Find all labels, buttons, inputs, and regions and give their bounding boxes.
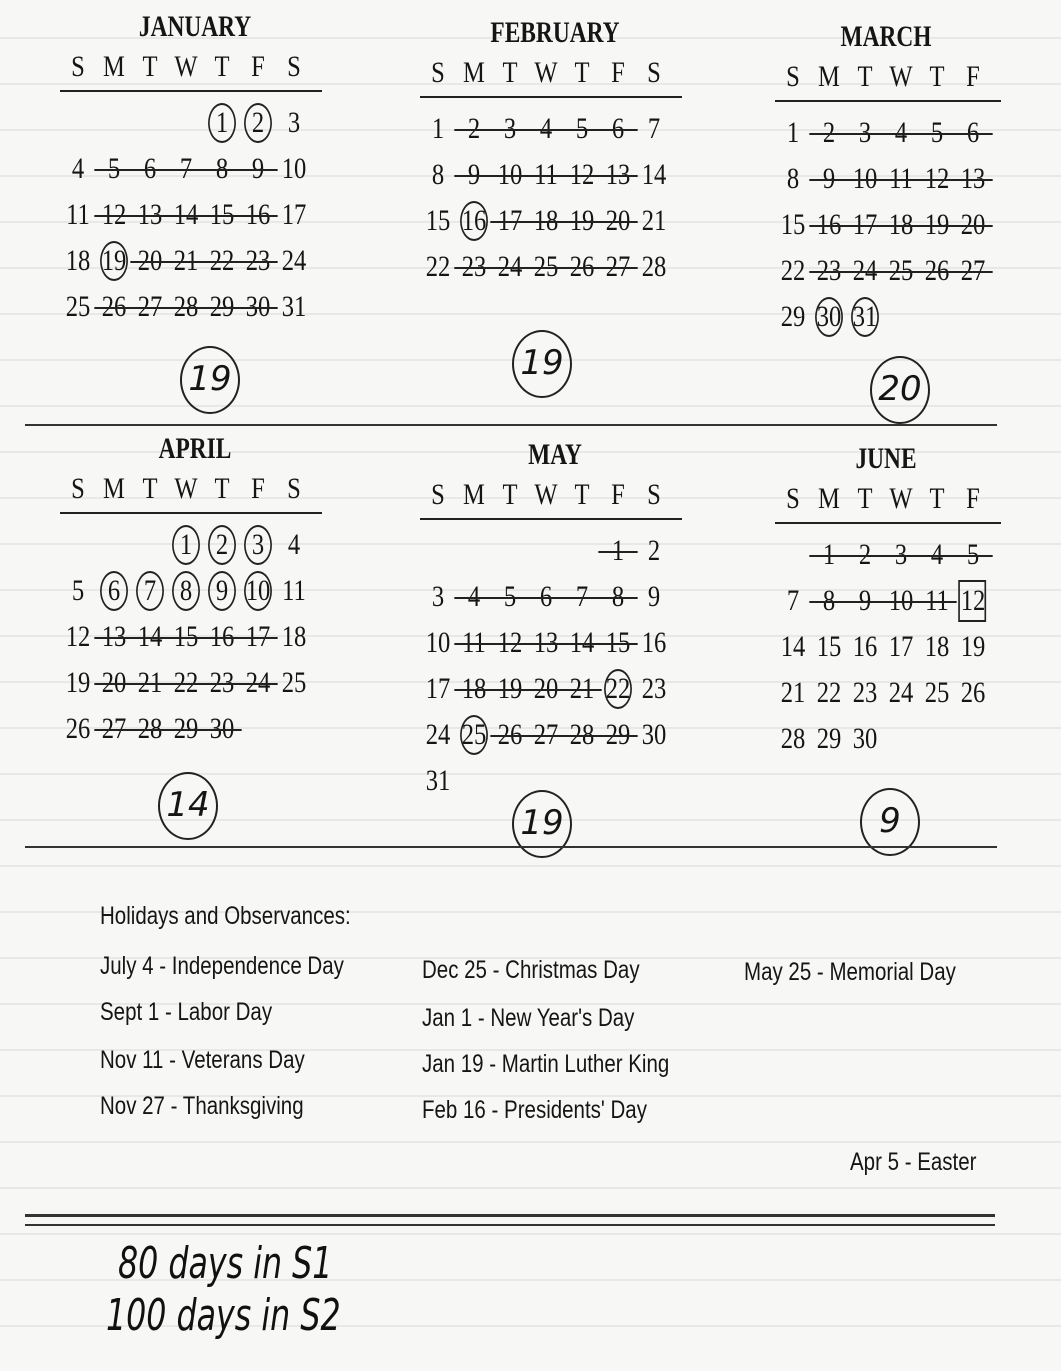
month-june xyxy=(775,440,997,762)
day-cell: 18 xyxy=(65,244,91,277)
week-row xyxy=(420,244,690,290)
day-cell: 6 xyxy=(99,576,129,606)
day-cell: 18 xyxy=(281,620,307,653)
holiday-item: Sept 1 - Labor Day xyxy=(100,998,273,1026)
day-cell: 2 xyxy=(207,530,237,560)
day-cell: 5 xyxy=(958,540,988,570)
week-row xyxy=(775,578,997,624)
note-s1-days: 80 days in S1 xyxy=(118,1238,333,1289)
month-title: APRIL xyxy=(158,432,232,465)
day-cell: 26 xyxy=(960,676,986,709)
weekday-label: T xyxy=(214,50,230,83)
day-cell: 29 xyxy=(816,722,842,755)
week-row xyxy=(775,624,997,670)
weekday-label: W xyxy=(889,482,913,515)
weekday-label: T xyxy=(574,56,590,89)
day-cell: 3 xyxy=(850,118,880,148)
day-cell: 11 xyxy=(66,198,90,231)
day-cell: 11 xyxy=(531,160,561,190)
weekday-label: T xyxy=(214,472,230,505)
week-row xyxy=(60,238,330,284)
day-cell: 5 xyxy=(71,574,85,607)
weekday-label: T xyxy=(502,478,518,511)
day-cell: 8 xyxy=(814,586,844,616)
weekday-header xyxy=(60,46,330,88)
day-cell: 4 xyxy=(922,540,952,570)
day-cell: 4 xyxy=(886,118,916,148)
day-cell: 31 xyxy=(281,290,307,323)
day-cell: 23 xyxy=(207,668,237,698)
day-cell: 18 xyxy=(886,210,916,240)
day-cell: 9 xyxy=(207,576,237,606)
day-cell: 2 xyxy=(243,108,273,138)
day-cell: 3 xyxy=(287,106,301,139)
day-cell: 31 xyxy=(850,302,880,332)
day-cell: 16 xyxy=(852,630,878,663)
month-total-june: 9 xyxy=(860,788,920,856)
month-total-april: 14 xyxy=(158,772,218,840)
day-cell: 24 xyxy=(281,244,307,277)
day-cell: 6 xyxy=(603,114,633,144)
week-row xyxy=(420,574,690,620)
day-cell: 11 xyxy=(282,574,306,607)
day-cell: 18 xyxy=(924,630,950,663)
day-cell: 17 xyxy=(888,630,914,663)
day-cell: 7 xyxy=(567,582,597,612)
weekday-label: S xyxy=(287,472,301,505)
weekday-label: M xyxy=(818,482,840,515)
weekday-label: W xyxy=(534,56,558,89)
day-cell: 4 xyxy=(531,114,561,144)
week-row xyxy=(420,106,690,152)
day-cell: 23 xyxy=(243,246,273,276)
holiday-item: July 4 - Independence Day xyxy=(100,952,344,980)
weekday-label: T xyxy=(857,60,873,93)
day-cell: 29 xyxy=(780,300,806,333)
day-cell: 28 xyxy=(567,720,597,750)
day-cell: 24 xyxy=(850,256,880,286)
day-cell: 8 xyxy=(603,582,633,612)
weekday-label: T xyxy=(142,472,158,505)
weekday-label: S xyxy=(431,56,445,89)
day-cell: 27 xyxy=(99,714,129,744)
day-cell: 9 xyxy=(459,160,489,190)
day-cell: 25 xyxy=(886,256,916,286)
week-row xyxy=(775,716,997,762)
weekday-label: S xyxy=(431,478,445,511)
day-cell: 3 xyxy=(243,530,273,560)
month-april xyxy=(60,430,330,752)
weekday-label: S xyxy=(786,482,800,515)
week-row xyxy=(60,192,330,238)
day-cell: 30 xyxy=(207,714,237,744)
holiday-item: Jan 1 - New Year's Day xyxy=(422,1004,635,1032)
day-cell: 3 xyxy=(886,540,916,570)
day-cell: 12 xyxy=(922,164,952,194)
week-row xyxy=(420,198,690,244)
month-total-may: 19 xyxy=(512,790,572,858)
weekday-label: S xyxy=(287,50,301,83)
day-cell: 1 xyxy=(207,108,237,138)
day-cell: 5 xyxy=(99,154,129,184)
day-cell: 14 xyxy=(171,200,201,230)
day-cell: 1 xyxy=(603,536,633,566)
week-row xyxy=(420,666,690,712)
day-cell: 25 xyxy=(459,720,489,750)
day-cell: 9 xyxy=(814,164,844,194)
day-cell: 10 xyxy=(243,576,273,606)
day-cell: 12 xyxy=(567,160,597,190)
day-cell: 24 xyxy=(425,718,451,751)
day-cell: 12 xyxy=(65,620,91,653)
day-cell: 18 xyxy=(531,206,561,236)
month-title: MARCH xyxy=(840,20,932,53)
day-cell: 11 xyxy=(886,164,916,194)
week-row xyxy=(775,202,997,248)
month-total-march: 20 xyxy=(870,356,930,424)
day-cell: 27 xyxy=(603,252,633,282)
day-cell: 15 xyxy=(425,204,451,237)
day-cell: 13 xyxy=(603,160,633,190)
day-cell: 23 xyxy=(852,676,878,709)
weekday-label: M xyxy=(103,472,125,505)
weekday-label: F xyxy=(251,472,265,505)
weekday-label: T xyxy=(142,50,158,83)
day-cell: 25 xyxy=(65,290,91,323)
weekday-label: S xyxy=(71,50,85,83)
day-cell: 5 xyxy=(495,582,525,612)
day-cell: 16 xyxy=(207,622,237,652)
day-cell: 23 xyxy=(641,672,667,705)
day-cell: 14 xyxy=(567,628,597,658)
week-row xyxy=(775,294,997,340)
day-cell: 22 xyxy=(816,676,842,709)
day-cell: 17 xyxy=(243,622,273,652)
weekday-header xyxy=(775,56,997,98)
day-cell: 28 xyxy=(135,714,165,744)
day-cell: 10 xyxy=(281,152,307,185)
day-cell: 30 xyxy=(641,718,667,751)
day-cell: 8 xyxy=(431,158,445,191)
day-cell: 14 xyxy=(135,622,165,652)
day-cell: 19 xyxy=(567,206,597,236)
day-cell: 4 xyxy=(459,582,489,612)
day-cell: 28 xyxy=(780,722,806,755)
day-cell: 27 xyxy=(958,256,988,286)
day-cell: 14 xyxy=(641,158,667,191)
weekday-header xyxy=(420,474,690,516)
day-cell: 18 xyxy=(459,674,489,704)
week-row xyxy=(775,156,997,202)
day-cell: 15 xyxy=(816,630,842,663)
day-cell: 3 xyxy=(431,580,445,613)
weekday-label: M xyxy=(463,478,485,511)
day-cell: 6 xyxy=(135,154,165,184)
day-cell: 22 xyxy=(171,668,201,698)
weekday-label: T xyxy=(929,482,945,515)
day-cell: 13 xyxy=(531,628,561,658)
day-cell: 27 xyxy=(531,720,561,750)
note-s2-days: 100 days in S2 xyxy=(106,1290,341,1341)
day-cell: 31 xyxy=(425,764,451,797)
day-cell: 21 xyxy=(567,674,597,704)
header-rule xyxy=(420,518,682,520)
day-cell: 14 xyxy=(780,630,806,663)
day-cell: 22 xyxy=(780,254,806,287)
day-cell: 8 xyxy=(207,154,237,184)
day-cell: 26 xyxy=(99,292,129,322)
day-cell: 25 xyxy=(281,666,307,699)
week-row xyxy=(60,100,330,146)
day-cell: 26 xyxy=(922,256,952,286)
day-cell: 28 xyxy=(171,292,201,322)
holiday-item: Jan 19 - Martin Luther King xyxy=(422,1050,670,1078)
day-cell: 20 xyxy=(958,210,988,240)
day-cell: 2 xyxy=(459,114,489,144)
day-cell: 24 xyxy=(888,676,914,709)
week-row xyxy=(60,568,330,614)
day-cell: 26 xyxy=(65,712,91,745)
day-cell: 6 xyxy=(531,582,561,612)
weekday-label: M xyxy=(818,60,840,93)
day-cell: 24 xyxy=(495,252,525,282)
holiday-item: May 25 - Memorial Day xyxy=(744,958,956,986)
day-cell: 23 xyxy=(459,252,489,282)
day-cell: 2 xyxy=(647,534,661,567)
weekday-label: F xyxy=(966,482,980,515)
day-cell: 1 xyxy=(431,112,445,145)
day-cell: 29 xyxy=(171,714,201,744)
weekday-label: T xyxy=(857,482,873,515)
day-cell: 5 xyxy=(567,114,597,144)
day-cell: 7 xyxy=(647,112,661,145)
month-total-february: 19 xyxy=(512,330,572,398)
month-title: FEBRUARY xyxy=(490,16,620,49)
day-cell: 7 xyxy=(171,154,201,184)
weekday-label: T xyxy=(574,478,590,511)
day-cell: 12 xyxy=(958,586,988,616)
day-cell: 17 xyxy=(850,210,880,240)
day-cell: 13 xyxy=(99,622,129,652)
day-cell: 8 xyxy=(171,576,201,606)
day-cell: 9 xyxy=(850,586,880,616)
month-title: JANUARY xyxy=(138,10,252,43)
day-cell: 7 xyxy=(786,584,800,617)
day-cell: 2 xyxy=(814,118,844,148)
day-cell: 21 xyxy=(641,204,667,237)
day-cell: 12 xyxy=(99,200,129,230)
weekday-label: S xyxy=(647,478,661,511)
weekday-label: S xyxy=(647,56,661,89)
day-cell: 8 xyxy=(786,162,800,195)
weekday-header xyxy=(420,52,690,94)
day-cell: 19 xyxy=(65,666,91,699)
day-cell: 24 xyxy=(243,668,273,698)
day-cell: 21 xyxy=(780,676,806,709)
day-cell: 11 xyxy=(922,586,952,616)
day-cell: 12 xyxy=(495,628,525,658)
weekday-label: W xyxy=(174,472,198,505)
day-cell: 30 xyxy=(243,292,273,322)
week-row xyxy=(60,146,330,192)
holiday-item: Feb 16 - Presidents' Day xyxy=(422,1096,647,1124)
day-cell: 26 xyxy=(495,720,525,750)
week-row xyxy=(60,706,330,752)
day-cell: 10 xyxy=(850,164,880,194)
weekday-label: S xyxy=(71,472,85,505)
holiday-item: Dec 25 - Christmas Day xyxy=(422,956,640,984)
week-row xyxy=(420,152,690,198)
week-row xyxy=(775,532,997,578)
header-rule xyxy=(60,90,322,92)
divider-bottom-a xyxy=(25,1214,995,1217)
holiday-item: Nov 11 - Veterans Day xyxy=(100,1046,305,1074)
weekday-header xyxy=(775,478,997,520)
week-row xyxy=(420,528,690,574)
week-row xyxy=(60,614,330,660)
day-cell: 25 xyxy=(531,252,561,282)
month-total-january: 19 xyxy=(180,346,240,414)
day-cell: 7 xyxy=(135,576,165,606)
day-cell: 23 xyxy=(814,256,844,286)
weekday-header xyxy=(60,468,330,510)
holiday-easter: Apr 5 - Easter xyxy=(850,1148,977,1176)
month-march xyxy=(775,18,997,340)
weekday-label: M xyxy=(103,50,125,83)
day-cell: 16 xyxy=(814,210,844,240)
day-cell: 5 xyxy=(922,118,952,148)
weekday-label: S xyxy=(786,60,800,93)
divider-lower xyxy=(25,846,997,848)
day-cell: 20 xyxy=(99,668,129,698)
day-cell: 22 xyxy=(425,250,451,283)
day-cell: 25 xyxy=(924,676,950,709)
day-cell: 3 xyxy=(495,114,525,144)
day-cell: 6 xyxy=(958,118,988,148)
weekday-label: F xyxy=(611,56,625,89)
weekday-label: F xyxy=(251,50,265,83)
header-rule xyxy=(420,96,682,98)
header-rule xyxy=(775,522,1001,524)
day-cell: 19 xyxy=(960,630,986,663)
week-row xyxy=(775,110,997,156)
day-cell: 15 xyxy=(171,622,201,652)
weekday-label: T xyxy=(502,56,518,89)
divider-mid xyxy=(25,424,997,426)
day-cell: 19 xyxy=(922,210,952,240)
day-cell: 17 xyxy=(495,206,525,236)
day-cell: 10 xyxy=(886,586,916,616)
day-cell: 17 xyxy=(281,198,307,231)
day-cell: 19 xyxy=(99,246,129,276)
day-cell: 4 xyxy=(287,528,301,561)
day-cell: 13 xyxy=(135,200,165,230)
weekday-label: F xyxy=(966,60,980,93)
day-cell: 16 xyxy=(459,206,489,236)
day-cell: 29 xyxy=(603,720,633,750)
day-cell: 9 xyxy=(243,154,273,184)
day-cell: 1 xyxy=(786,116,800,149)
weekday-label: W xyxy=(534,478,558,511)
day-cell: 21 xyxy=(135,668,165,698)
day-cell: 15 xyxy=(207,200,237,230)
day-cell: 16 xyxy=(243,200,273,230)
day-cell: 9 xyxy=(647,580,661,613)
month-title: MAY xyxy=(528,438,582,471)
day-cell: 2 xyxy=(850,540,880,570)
day-cell: 4 xyxy=(71,152,85,185)
day-cell: 22 xyxy=(603,674,633,704)
day-cell: 19 xyxy=(495,674,525,704)
header-rule xyxy=(60,512,322,514)
weekday-label: W xyxy=(889,60,913,93)
month-title: JUNE xyxy=(855,442,917,475)
week-row xyxy=(420,712,690,758)
day-cell: 20 xyxy=(531,674,561,704)
week-row xyxy=(775,670,997,716)
week-row xyxy=(60,284,330,330)
weekday-label: W xyxy=(174,50,198,83)
day-cell: 30 xyxy=(814,302,844,332)
day-cell: 20 xyxy=(135,246,165,276)
month-february xyxy=(420,14,690,290)
holiday-item: Nov 27 - Thanksgiving xyxy=(100,1092,304,1120)
day-cell: 1 xyxy=(171,530,201,560)
week-row xyxy=(420,620,690,666)
day-cell: 15 xyxy=(603,628,633,658)
day-cell: 10 xyxy=(495,160,525,190)
day-cell: 30 xyxy=(852,722,878,755)
day-cell: 16 xyxy=(641,626,667,659)
day-cell: 17 xyxy=(425,672,451,705)
weekday-label: F xyxy=(611,478,625,511)
day-cell: 13 xyxy=(958,164,988,194)
holidays-heading: Holidays and Observances: xyxy=(100,902,351,930)
week-row xyxy=(60,522,330,568)
day-cell: 15 xyxy=(780,208,806,241)
day-cell: 21 xyxy=(171,246,201,276)
day-cell: 20 xyxy=(603,206,633,236)
header-rule xyxy=(775,100,1001,102)
weekday-label: M xyxy=(463,56,485,89)
weekday-label: T xyxy=(929,60,945,93)
month-may xyxy=(420,436,690,804)
day-cell: 28 xyxy=(641,250,667,283)
day-cell: 10 xyxy=(425,626,451,659)
day-cell: 11 xyxy=(459,628,489,658)
day-cell: 29 xyxy=(207,292,237,322)
day-cell: 26 xyxy=(567,252,597,282)
divider-bottom-b xyxy=(25,1224,995,1226)
day-cell: 27 xyxy=(135,292,165,322)
week-row xyxy=(775,248,997,294)
day-cell: 22 xyxy=(207,246,237,276)
month-january xyxy=(60,8,330,330)
day-cell: 1 xyxy=(814,540,844,570)
week-row xyxy=(60,660,330,706)
